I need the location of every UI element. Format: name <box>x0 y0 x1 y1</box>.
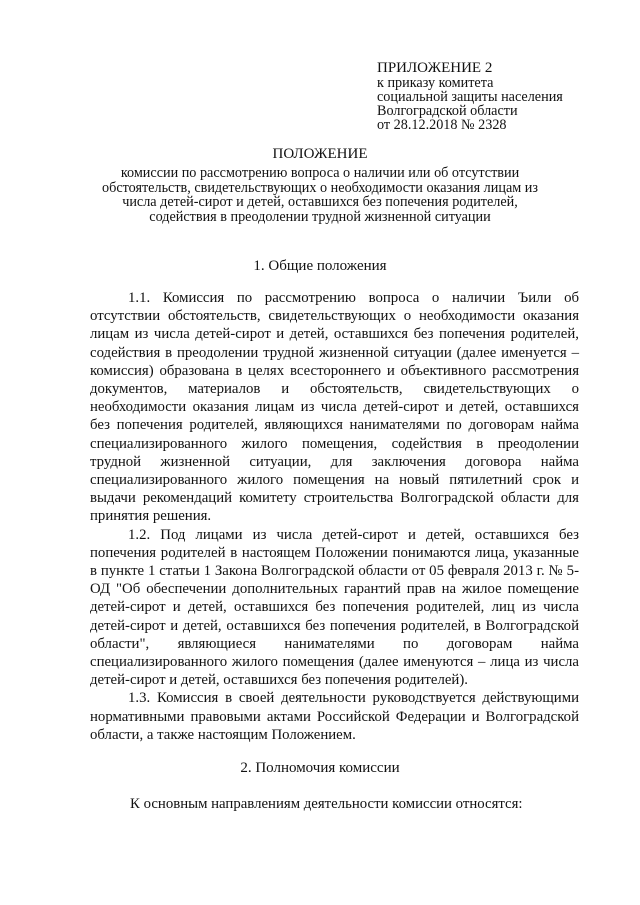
attachment-title: ПРИЛОЖЕНИЕ 2 <box>377 60 493 76</box>
attachment-line: Волгоградской области <box>377 103 518 119</box>
paragraph-1-3: 1.3. Комиссия в своей деятельности руководствуется действующими нормативными правовыми актами Российской Федерации и Волгоградской области, а также настоящим Положением. <box>90 690 579 743</box>
document-title: ПОЛОЖЕНИЕ <box>272 146 368 162</box>
document-subtitle: комиссии по рассмотрению вопроса о наличии или об отсутствии обстоятельств, свидетельствующих о необходимости оказания лицам из числа детей-сирот и детей, оставшихся без попечения родителей, содействия в преодолении трудной жизненной ситуации <box>102 165 538 225</box>
section-heading-powers: 2. Полномочия комиссии <box>240 760 400 776</box>
attachment-block <box>377 60 617 132</box>
attachment-line: к приказу комитета <box>377 75 494 91</box>
attachment-line: социальной защиты населения <box>377 89 563 105</box>
section-body-general <box>90 289 579 744</box>
attachment-date: от 28.12.2018 № 2328 <box>377 117 507 133</box>
paragraph-1-1: 1.1. Комиссия по рассмотрению вопроса о наличии Ъили об отсутствии обстоятельств, свидетельствующих о необходимости оказания лицам из числа детей-сирот и детей, оставшихся без попечения родителей, содействия в преодолении трудной жизненной ситуации (далее именуется – комиссия) образована в целях всестороннего и объективного рассмотрения документов, материалов и обстоятельств, свидетельствующих о необходимости оказания лицам из числа детей-сирот и детей, оставшихся без попечения родителей, являющихся нанимателями по договорам найма специализированного жилого помещения, содействия в преодолении трудной жизненной ситуации, для заключения договора найма специализированного жилого помещения на новый пятилетний срок и выдачи рекомендаций комитету строительства Волгоградской области для принятия решения. <box>90 290 579 525</box>
paragraph-1-2: 1.2. Под лицами из числа детей-сирот и детей, оставшихся без попечения родителей в настоящем Положении понимаются лица, указанные в пункте 1 статьи 1 Закона Волгоградской области от 05 февраля 2013 г. № 5-ОД "Об обеспечении дополнительных гарантий прав на жилое помещение детей-сирот и детей, оставшихся без попечения родителей, лиц из числа детей-сирот и детей, оставшихся без попечения родителей, в Волгоградской области", являющиеся нанимателями по договорам найма специализированного жилого помещения (далее именуются – лица из числа детей-сирот и детей, оставшихся без попечения родителей). <box>90 526 579 689</box>
section-lead-powers: К основным направлениям деятельности комиссии относятся: <box>130 796 523 812</box>
section-heading-general: 1. Общие положения <box>253 258 387 274</box>
